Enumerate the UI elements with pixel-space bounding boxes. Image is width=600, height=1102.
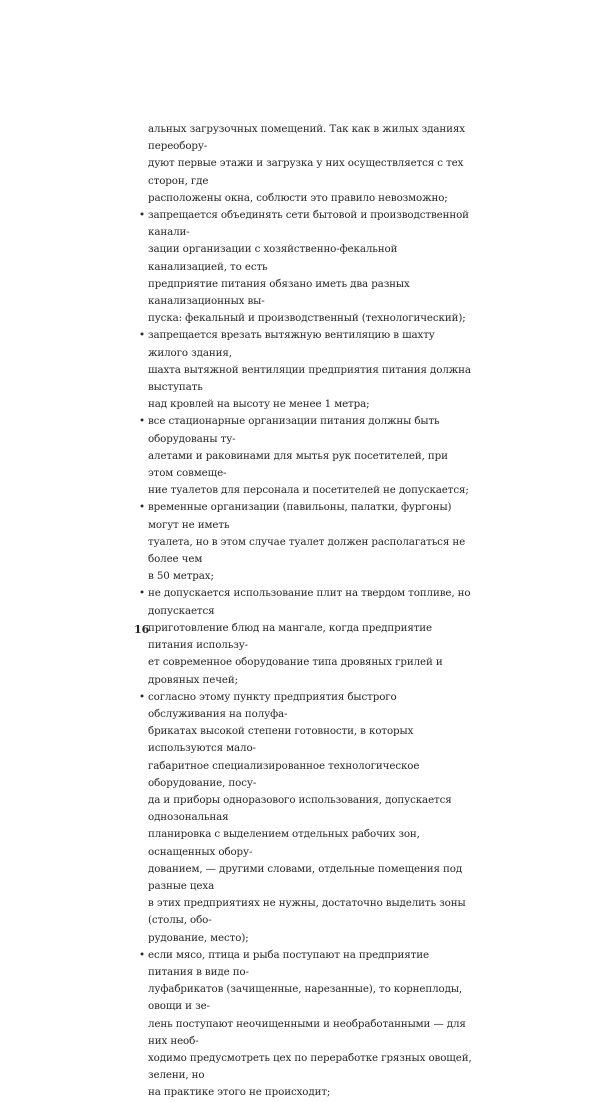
- text-line: согласно этому пункту предприятия быстрого обслуживания на полуфа-: [148, 690, 397, 720]
- list-item: [139, 207, 472, 327]
- text-line: в 50 метрах;: [148, 570, 214, 583]
- text-line: дованием, — другими словами, отдельные помещения под разные цеха: [148, 862, 463, 892]
- text-line: если мясо, птица и рыба поступают на предприятие питания в виде по-: [148, 948, 429, 978]
- text-line: зации организации с хозяйственно-фекальной канализацией, то есть: [148, 243, 398, 273]
- text-line: запрещается врезать вытяжную вентиляцию в шахту жилого здания,: [148, 329, 435, 359]
- list-item: [139, 947, 472, 1102]
- bullet-icon: •: [139, 587, 145, 600]
- text-line: габаритное специализированное технологическое оборудование, посу-: [148, 759, 420, 789]
- text-line: да и приборы одноразового использования, допускается однозональная: [148, 793, 452, 824]
- text-line: все стационарные организации питания должны быть оборудованы ту-: [148, 415, 440, 445]
- text-line: не допускается использование плит на твердом топливе, но допускается: [148, 587, 471, 617]
- text-line: предприятие питания обязано иметь два разных канализационных вы-: [148, 277, 410, 308]
- text-line: дуют первые этажи и загрузка у них осуществляется с тех сторон, где: [148, 157, 464, 187]
- text-line: над кровлей на высоту не менее 1 метра;: [148, 398, 370, 411]
- text-line: пуска: фекальный и производственный (технологический);: [148, 312, 466, 325]
- text-line: рудование, место);: [148, 931, 249, 944]
- text-line: приготовление блюд на мангале, когда предприятие питания использу-: [148, 621, 433, 652]
- list-item: [139, 327, 472, 413]
- bullet-icon: •: [139, 501, 145, 514]
- text-line: туалета, но в этом случае туалет должен располагаться не более чем: [148, 535, 466, 566]
- text-line: расположены окна, соблюсти это правило невозможно;: [148, 191, 448, 204]
- text-line: ние туалетов для персонала и посетителей не допускается;: [148, 484, 469, 497]
- bullet-icon: •: [139, 415, 145, 428]
- bullet-icon: •: [139, 948, 145, 961]
- text-line: алетами и раковинами для мытья рук посетителей, при этом совмеще-: [148, 449, 448, 480]
- bullet-icon: •: [139, 690, 145, 703]
- text-line: луфабрикатов (зачищенные, нарезанные), то корнеплоды, овощи и зе-: [148, 983, 463, 1013]
- intro-paragraph: [148, 121, 472, 207]
- text-line: на практике этого не происходит;: [148, 1086, 331, 1099]
- text-line: запрещается объединять сети бытовой и производственной канали-: [148, 209, 469, 239]
- text-line: брикатах высокой степени готовности, в которых используются мало-: [148, 725, 414, 755]
- bullet-icon: •: [139, 209, 145, 222]
- text-line: в этих предприятиях не нужны, достаточно выделить зоны (столы, обо-: [148, 897, 466, 927]
- text-line: планировка с выделением отдельных рабочих зон, оснащенных обору-: [148, 828, 420, 858]
- bullet-icon: •: [139, 329, 145, 342]
- text-line: альных загрузочных помещений. Так как в жилых зданиях переобору-: [148, 123, 465, 153]
- text-line: ет современное оборудование типа дровяных грилей и дровяных печей;: [148, 656, 443, 686]
- page-number: 16: [134, 623, 150, 636]
- list-item: [139, 413, 472, 499]
- list-item: [139, 499, 472, 585]
- text-line: временные организации (павильоны, палатки, фургоны) могут не иметь: [148, 501, 452, 531]
- text-line: лень поступают неочищенными и необработанными — для них необ-: [148, 1017, 466, 1047]
- text-line: шахта вытяжной вентиляции предприятия питания должна выступать: [148, 363, 471, 394]
- list-item: [139, 689, 472, 947]
- text-line: ходимо предусмотреть цех по переработке грязных овощей, зелени, но: [148, 1051, 472, 1082]
